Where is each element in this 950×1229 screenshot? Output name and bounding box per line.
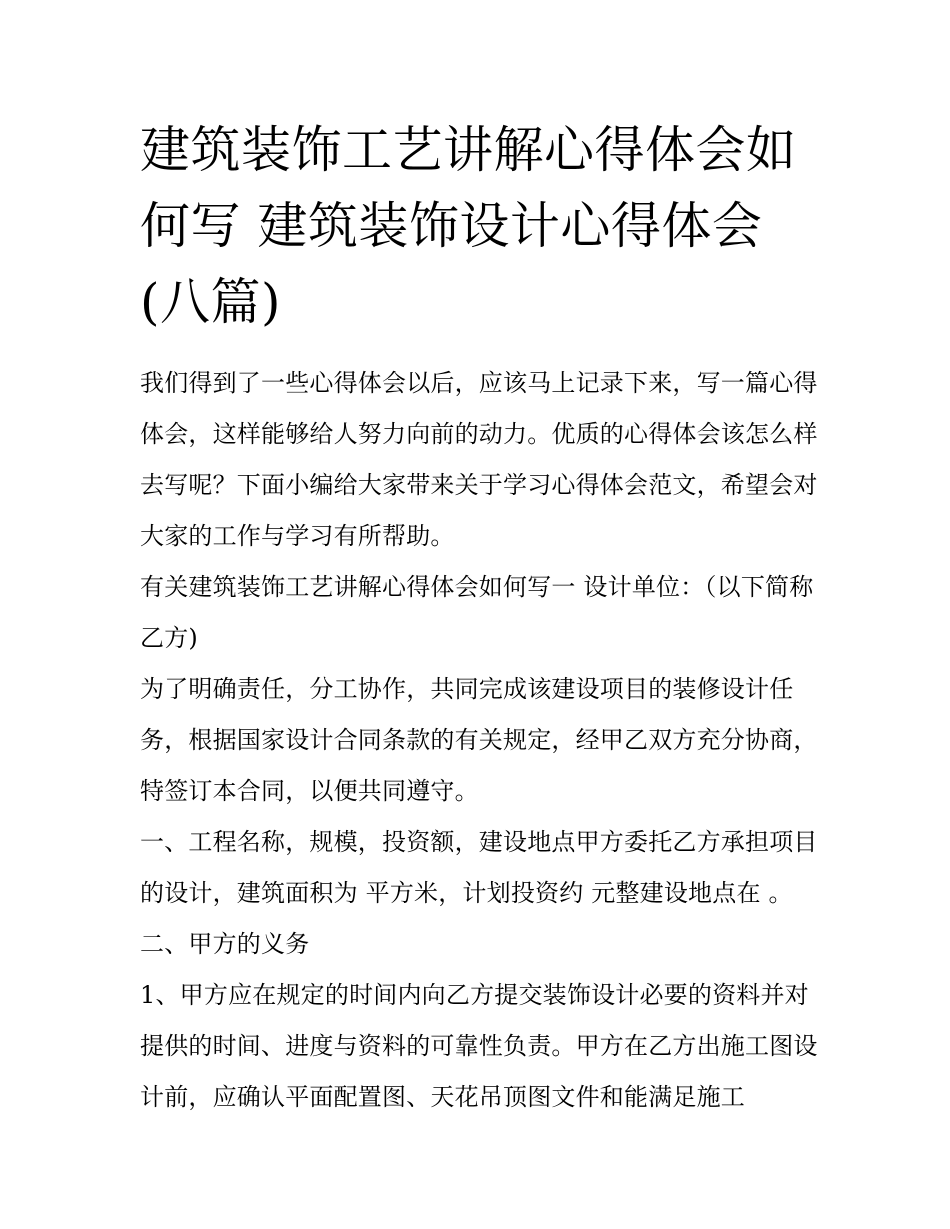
paragraph-contract-purpose: 为了明确责任，分工协作，共同完成该建设项目的装修设计任务，根据国家设计合同条款的有关规定，经甲乙双方充分协商，特签订本合同，以便共同遵守。 <box>140 675 818 805</box>
document-body <box>140 358 820 1123</box>
document-title: 建筑装饰工艺讲解心得体会如何写 建筑装饰设计心得体会(八篇) <box>140 121 797 331</box>
paragraph-section-heading: 有关建筑装饰工艺讲解心得体会如何写一 设计单位：（以下简称乙方) <box>140 573 814 652</box>
paragraph-project-info: 一、工程名称，规模，投资额，建设地点甲方委托乙方承担项目的设计，建筑面积为 平方米，计划投资约 元整建设地点在 。 二、甲方的义务 <box>140 828 818 958</box>
paragraph-party-a-duties: 1、甲方应在规定的时间内向乙方提交装饰设计必要的资料并对提供的时间、进度与资料的可靠性负责。甲方在乙方出施工图设计前，应确认平面配置图、天花吊顶图文件和能满足施工 <box>140 981 818 1111</box>
document-content <box>140 112 820 1123</box>
paragraph-intro: 我们得到了一些心得体会以后，应该马上记录下来，写一篇心得体会，这样能够给人努力向前的动力。优质的心得体会该怎么样去写呢？下面小编给大家带来关于学习心得体会范文，希望会对大家的工作与学习有所帮助。 <box>140 369 818 550</box>
